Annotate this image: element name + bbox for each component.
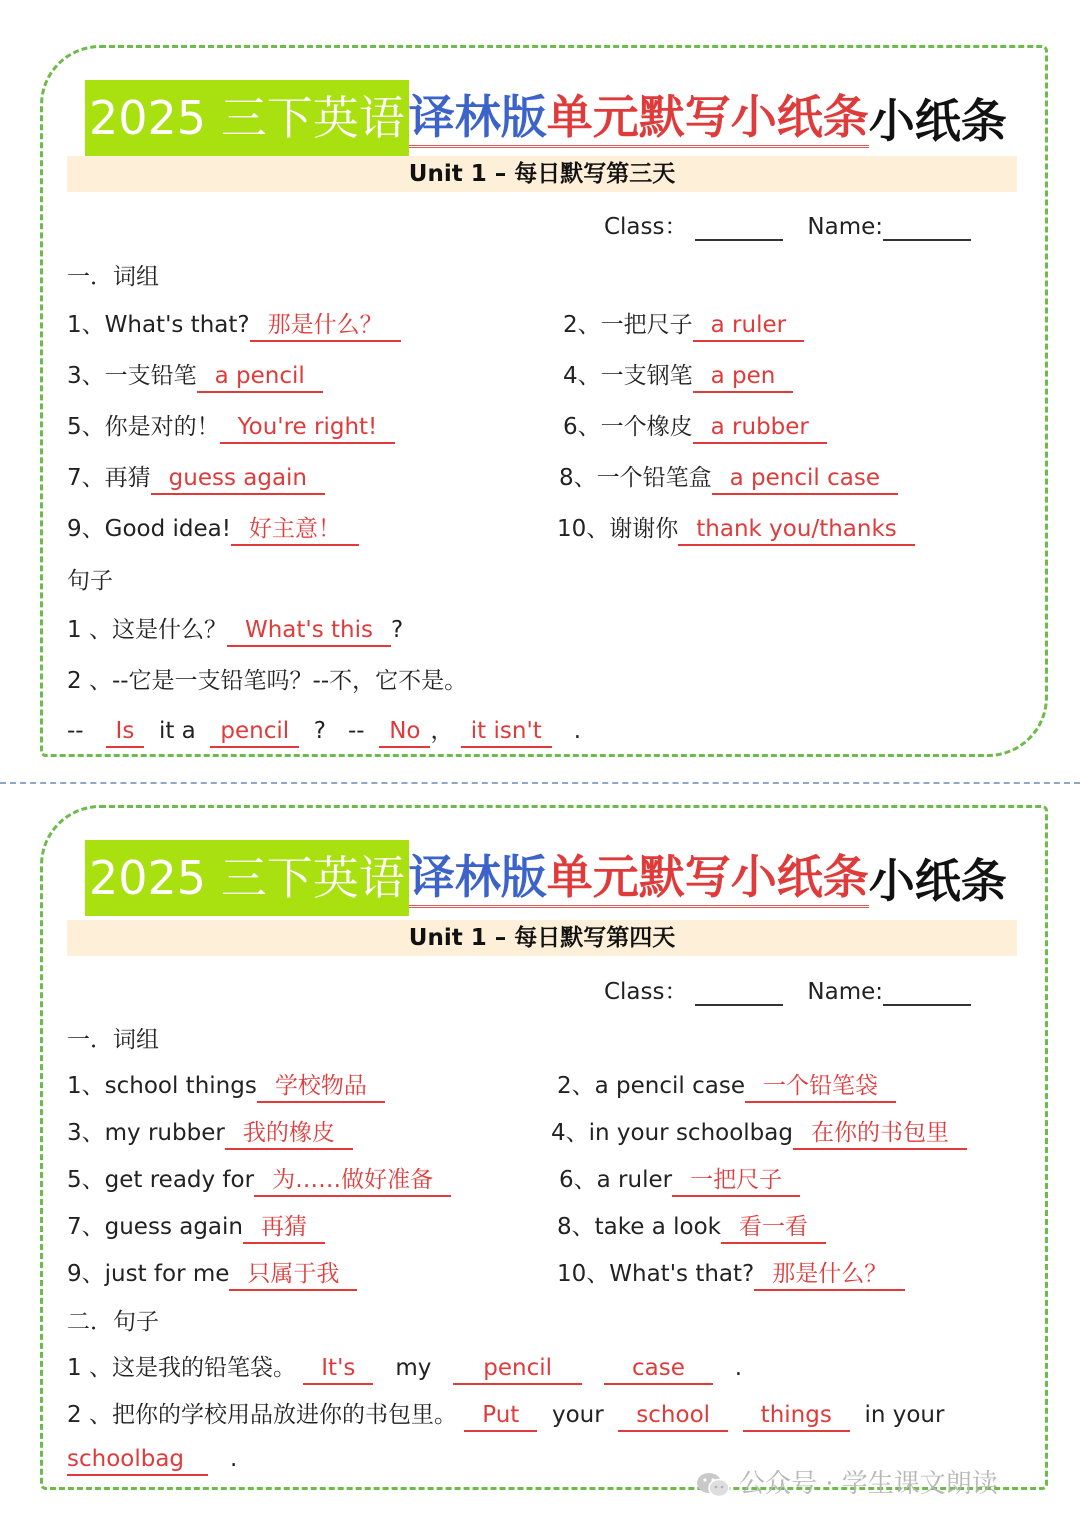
name-label: Name:: [807, 214, 883, 240]
phrase-item: 10、谢谢你 thank you/thanks: [557, 510, 915, 546]
phrase-item: 9、Good idea! 好主意！: [67, 510, 359, 546]
sentence-item: 1 、这是什么？ What's this ?: [67, 611, 403, 647]
section-sentences-heading: 句子: [67, 568, 113, 594]
answer-blank: Is: [106, 716, 145, 748]
title-year-part: 2025 三下英语: [85, 80, 409, 156]
unit-subtitle: Unit 1 – 每日默写第四天: [67, 920, 1017, 956]
sentence-answer-line: -- Is it a pencil ? -- No ， it isn't .: [67, 712, 581, 748]
section-phrases-heading: 一．词组: [67, 264, 159, 290]
wechat-icon: [695, 1471, 731, 1499]
answer-blank: 我的橡皮: [225, 1118, 353, 1150]
answer-blank: guess again: [151, 463, 325, 495]
phrase-item: 1、school things 学校物品: [67, 1067, 385, 1103]
phrase-item: 8、一个铅笔盒 a pencil case: [559, 459, 898, 495]
answer-blank: a rubber: [693, 412, 827, 444]
answer-blank: Put: [464, 1400, 537, 1432]
title-topic-part: 单元默写小纸条: [547, 89, 869, 148]
phrase-item: 3、my rubber 我的橡皮: [67, 1114, 353, 1150]
class-name-line: [604, 973, 971, 1006]
class-blank[interactable]: [695, 984, 783, 1006]
answer-blank: a ruler: [693, 310, 804, 342]
worksheet-card-day3: [40, 45, 1048, 757]
class-name-line: [604, 208, 971, 241]
title-topic-part: 单元默写小纸条: [547, 849, 869, 908]
watermark: [695, 1463, 998, 1500]
answer-blank: thank you/thanks: [678, 514, 914, 546]
section-phrases-heading: 一．词组: [67, 1027, 159, 1053]
answer-blank: What's this: [227, 615, 391, 647]
answer-blank: 看一看: [721, 1212, 826, 1244]
section-sentences-heading: 二．句子: [67, 1309, 159, 1335]
phrase-item: 6、一个橡皮 a rubber: [563, 408, 827, 444]
answer-blank: No: [379, 716, 430, 748]
title-tail-part: 小纸条: [868, 94, 1007, 148]
answer-blank: 为……做好准备: [254, 1165, 451, 1197]
phrase-item: 7、再猜 guess again: [67, 459, 325, 495]
title-tail-part: 小纸条: [868, 854, 1007, 908]
phrase-item: 2、a pencil case 一个铅笔袋: [557, 1067, 896, 1103]
answer-blank: 那是什么？: [754, 1259, 905, 1291]
class-label: Class：: [603, 214, 688, 240]
answer-blank: pencil: [453, 1353, 582, 1385]
phrase-item: 2、一把尺子 a ruler: [563, 306, 804, 342]
worksheet-card-day4: [40, 805, 1048, 1490]
worksheet-title: [85, 80, 1007, 156]
answer-blank: a pencil case: [712, 463, 898, 495]
sentence-item: 2 、把你的学校用品放进你的书包里。 Put your school things in your: [67, 1396, 944, 1432]
phrase-item: 4、一支钢笔 a pen: [563, 357, 793, 393]
name-blank[interactable]: [883, 219, 971, 241]
name-label: Name:: [807, 979, 883, 1005]
answer-blank: It's: [303, 1353, 373, 1385]
phrase-item: 5、你是对的！ You're right!: [67, 408, 395, 444]
class-label: Class：: [603, 979, 688, 1005]
phrase-item: 9、just for me 只属于我: [67, 1255, 357, 1291]
phrase-item: 3、一支铅笔 a pencil: [67, 357, 323, 393]
cut-line-divider: [0, 782, 1080, 784]
answer-blank: school: [618, 1400, 728, 1432]
answer-blank: a pen: [693, 361, 794, 393]
phrase-item: 7、guess again 再猜: [67, 1208, 325, 1244]
sentence-item: 2 、--它是一支铅笔吗？--不，它不是。: [67, 668, 468, 694]
answer-blank: 那是什么？: [250, 310, 401, 342]
title-edition-part: 译林版: [409, 849, 547, 908]
sentence-item: 1 、这是我的铅笔袋。 It's my pencil case .: [67, 1349, 742, 1385]
unit-subtitle: Unit 1 – 每日默写第三天: [67, 156, 1017, 192]
phrase-item: 10、What's that? 那是什么？: [557, 1255, 905, 1291]
answer-blank: 一把尺子: [672, 1165, 800, 1197]
answer-blank: 一个铅笔袋: [745, 1071, 896, 1103]
answer-blank: schoolbag: [67, 1444, 208, 1476]
answer-blank: You're right!: [220, 412, 396, 444]
answer-blank: 只属于我: [229, 1259, 357, 1291]
phrase-item: 4、in your schoolbag 在你的书包里: [551, 1114, 967, 1150]
answer-blank: case: [604, 1353, 713, 1385]
answer-blank: a pencil: [197, 361, 323, 393]
phrase-item: 8、take a look 看一看: [557, 1208, 826, 1244]
answer-blank: things: [743, 1400, 850, 1432]
title-edition-part: 译林版: [409, 89, 547, 148]
answer-blank: 好主意！: [231, 514, 359, 546]
answer-blank: 在你的书包里: [793, 1118, 967, 1150]
answer-blank: it isn't: [461, 716, 552, 748]
phrase-item: 5、get ready for 为……做好准备: [67, 1161, 451, 1197]
answer-blank: pencil: [210, 716, 299, 748]
watermark-text: 公众号 · 学生课文朗读: [739, 1469, 998, 1499]
title-year-part: 2025 三下英语: [85, 840, 409, 916]
answer-blank: 学校物品: [257, 1071, 385, 1103]
answer-blank: 再猜: [243, 1212, 325, 1244]
sentence-answer-line: schoolbag .: [67, 1444, 237, 1476]
name-blank[interactable]: [883, 984, 971, 1006]
worksheet-title: [85, 840, 1007, 916]
phrase-item: 1、What's that? 那是什么？: [67, 306, 401, 342]
phrase-item: 6、a ruler 一把尺子: [559, 1161, 800, 1197]
class-blank[interactable]: [695, 219, 783, 241]
